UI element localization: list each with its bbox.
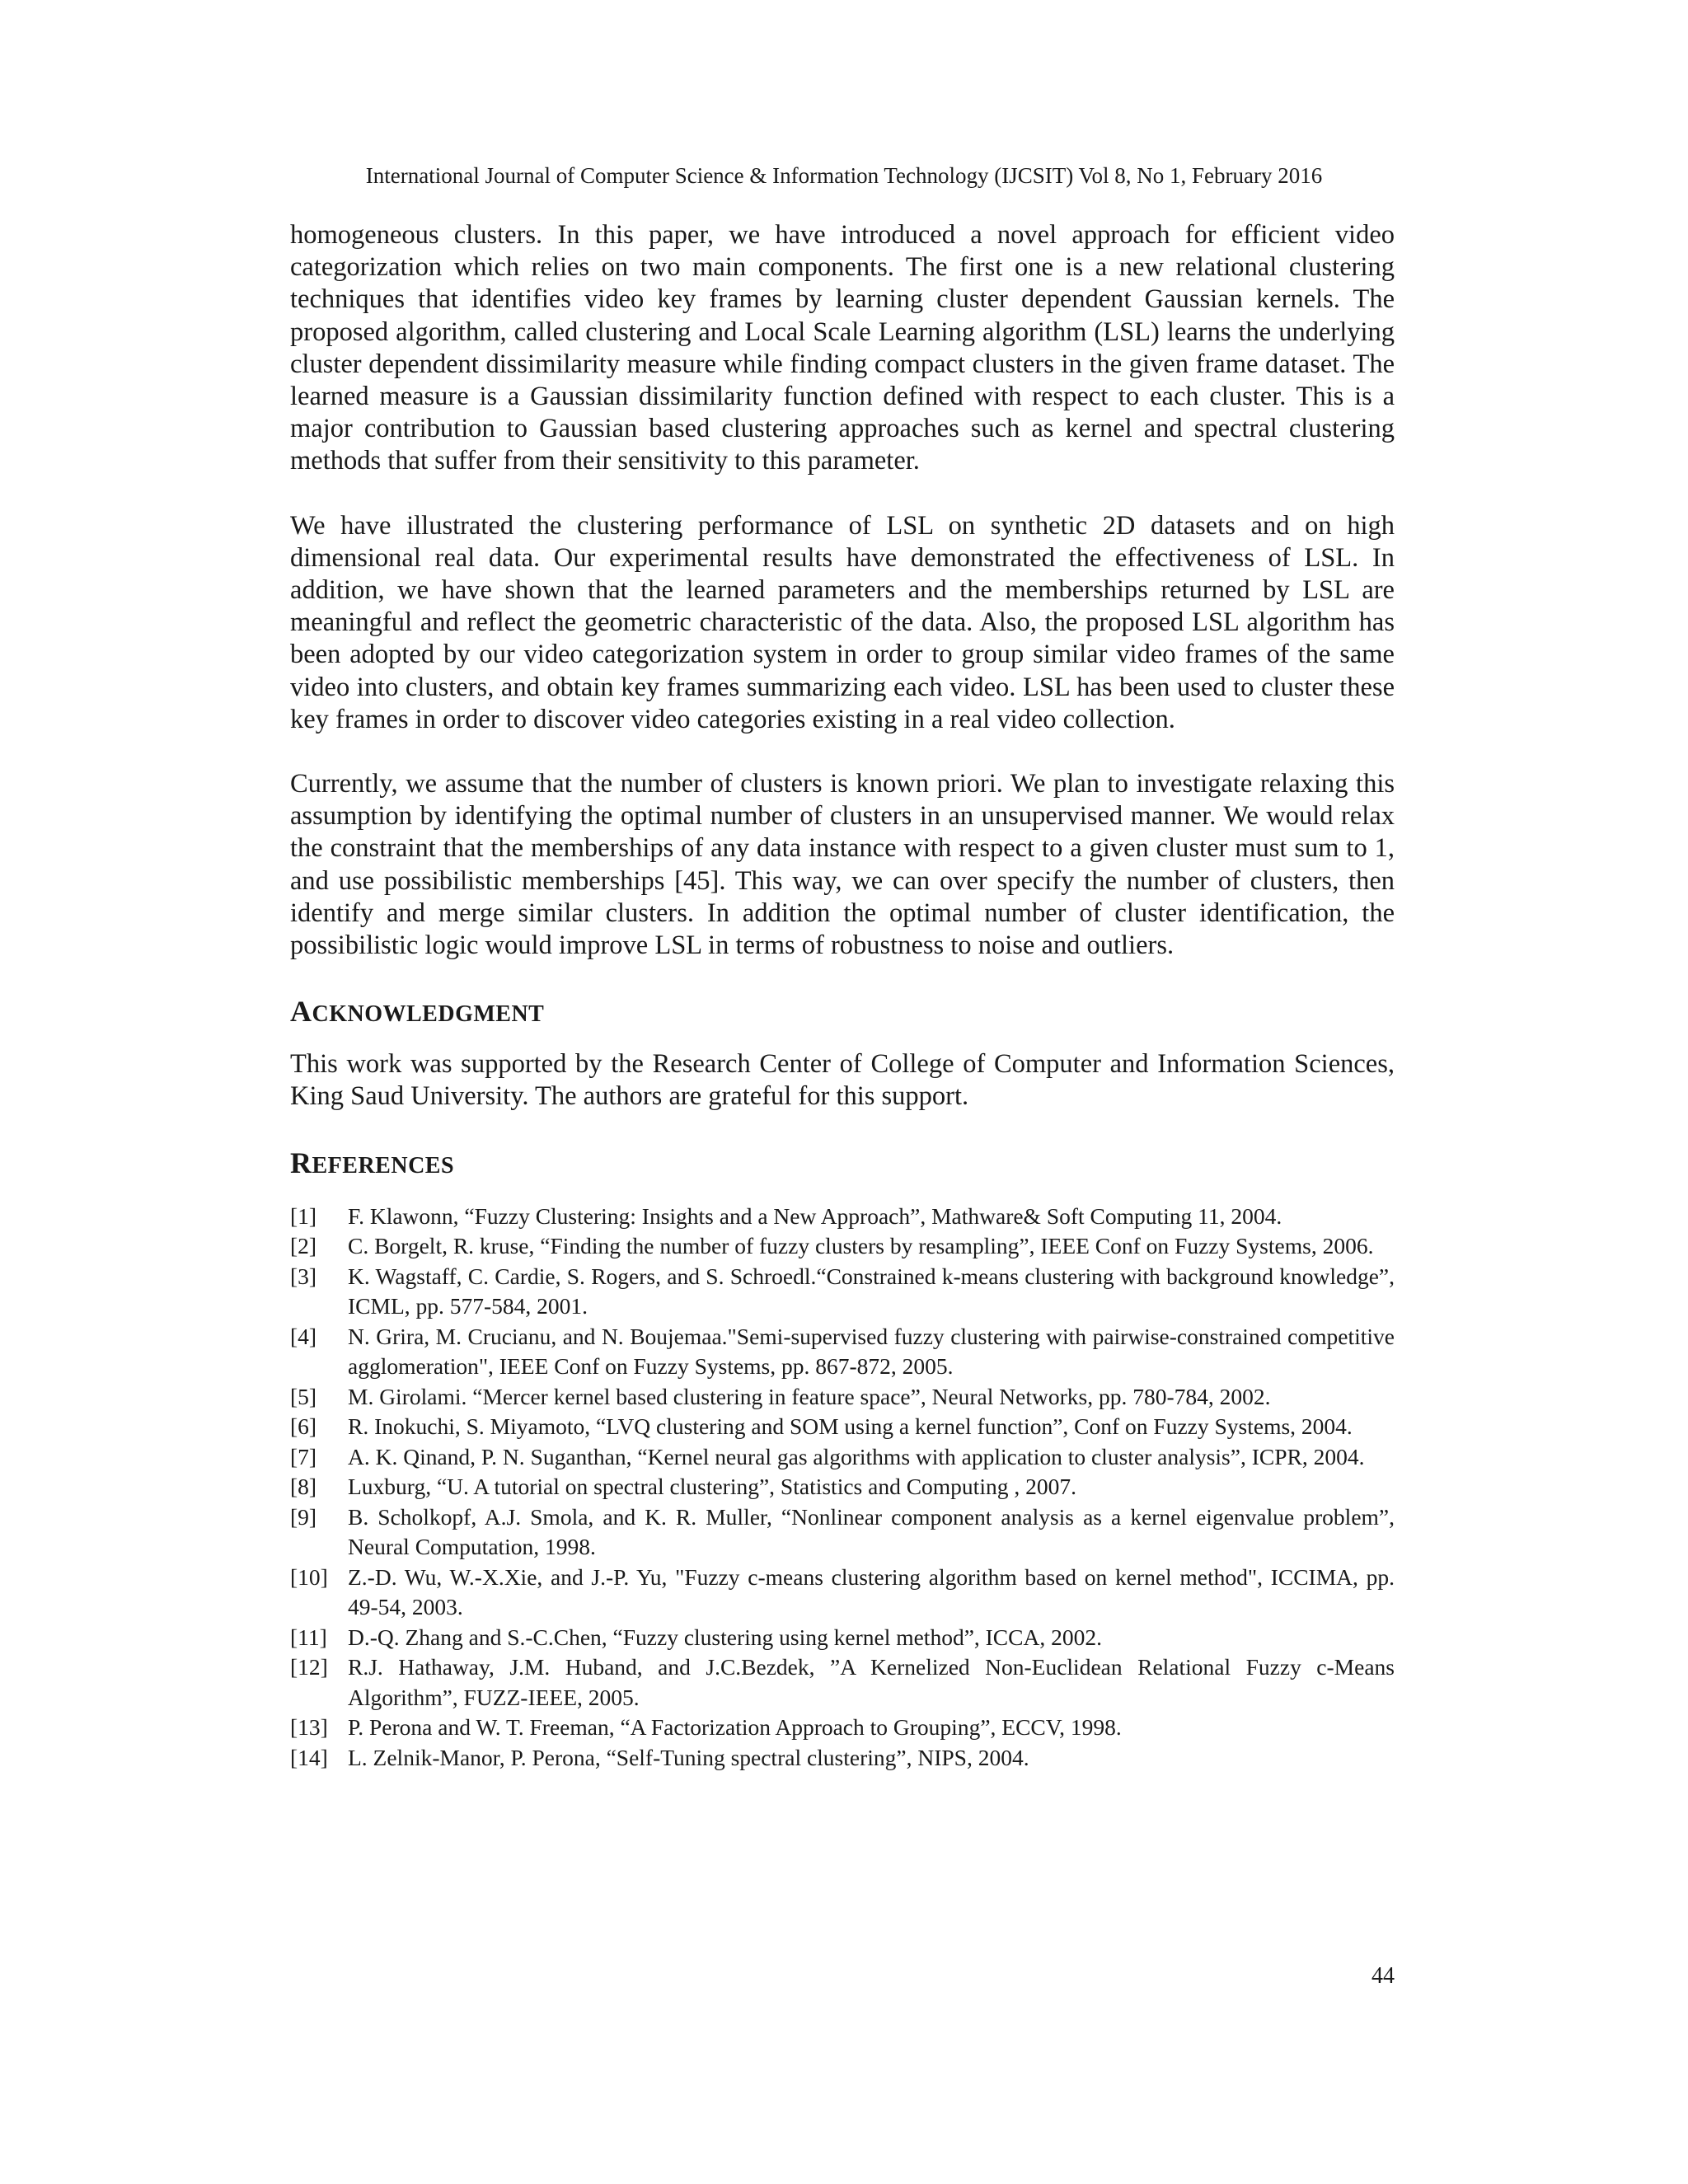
reference-number: [3] [290, 1263, 317, 1289]
reference-text: R. Inokuchi, S. Miyamoto, “LVQ clustering and SOM using a kernel function”, Conf on Fuzzy Systems, 2004. [348, 1413, 1353, 1440]
references-heading-initial: R [290, 1146, 312, 1179]
reference-text: N. Grira, M. Crucianu, and N. Boujemaa."Semi-supervised fuzzy clustering with pairwise-constrained competitive agglomeration", IEEE Conf on Fuzzy Systems, pp. 867-872, 2005. [348, 1323, 1395, 1380]
reference-item [290, 1563, 1395, 1623]
body-paragraph-1: homogeneous clusters. In this paper, we have introduced a novel approach for efficient video categorization which relies on two main components. The first one is a new relational clustering techniques that identifies video key frames by learning cluster dependent Gaussian kernels. The proposed algorithm, called clustering and Local Scale Learning algorithm (LSL) learns the underlying cluster dependent dissimilarity measure while finding compact clusters in the given frame dataset. The learned measure is a Gaussian dissimilarity function defined with respect to each cluster. This is a major contribution to Gaussian based clustering approaches such as kernel and spectral clustering methods that suffer from their sensitivity to this parameter. [290, 220, 1395, 476]
reference-number: [9] [290, 1503, 317, 1530]
reference-number: [5] [290, 1383, 317, 1409]
acknowledgment-heading [290, 994, 1395, 1032]
reference-text: C. Borgelt, R. kruse, “Finding the number of fuzzy clusters by resampling”, IEEE Conf on Fuzzy Systems, 2006. [348, 1233, 1374, 1259]
acknowledgment-heading-initial: A [290, 995, 312, 1029]
references-heading [290, 1146, 1395, 1183]
body-paragraph-2: We have illustrated the clustering performance of LSL on synthetic 2D datasets and on high dimensional real data. Our experimental results have demonstrated the effectiveness of LSL. In addition, we have shown that the learned parameters and the memberships returned by LSL are meaningful and reflect the geometric characteristic of the data. Also, the proposed LSL algorithm has been adopted by our video categorization system in order to group similar video frames of the same video into clusters, and obtain key frames summarizing each video. LSL has been used to cluster these key frames in order to discover video categories existing in a real video collection. [290, 510, 1395, 734]
acknowledgment-text: This work was supported by the Research Center of College of Computer and Information Sciences, King Saud University. The authors are grateful for this support. [290, 1049, 1395, 1112]
reference-item [290, 1322, 1395, 1382]
reference-item [290, 1412, 1395, 1442]
reference-number: [4] [290, 1323, 317, 1349]
reference-number: [12] [290, 1654, 328, 1680]
reference-number: [11] [290, 1624, 327, 1650]
reference-number: [6] [290, 1413, 317, 1440]
reference-number: [7] [290, 1443, 317, 1469]
reference-number: [13] [290, 1714, 328, 1741]
reference-number: [8] [290, 1474, 317, 1500]
reference-item [290, 1713, 1395, 1743]
reference-item [290, 1623, 1395, 1653]
reference-list [290, 1202, 1395, 1774]
reference-text: A. K. Qinand, P. N. Suganthan, “Kernel neural gas algorithms with application to cluster analysis”, ICPR, 2004. [348, 1443, 1365, 1469]
reference-item [290, 1382, 1395, 1413]
page-number: 44 [1372, 1963, 1395, 1989]
reference-number: [14] [290, 1744, 328, 1770]
reference-item [290, 1652, 1395, 1713]
reference-text: K. Wagstaff, C. Cardie, S. Rogers, and S. Schroedl.“Constrained k-means clustering with background knowledge”, ICML, pp. 577-584, 2001. [348, 1263, 1395, 1319]
reference-text: D.-Q. Zhang and S.-C.Chen, “Fuzzy clustering using kernel method”, ICCA, 2002. [348, 1624, 1102, 1650]
reference-text: M. Girolami. “Mercer kernel based clustering in feature space”, Neural Networks, pp. 780-784, 2002. [348, 1383, 1271, 1409]
reference-item [290, 1202, 1395, 1232]
reference-text: R.J. Hathaway, J.M. Huband, and J.C.Bezdek, ”A Kernelized Non-Euclidean Relational Fuzzy c-Means Algorithm”, FUZZ-IEEE, 2005. [348, 1654, 1395, 1710]
reference-text: F. Klawonn, “Fuzzy Clustering: Insights and a New Approach”, Mathware& Soft Computing 11, 2004. [348, 1202, 1282, 1229]
reference-item [290, 1502, 1395, 1563]
reference-number: [1] [290, 1202, 317, 1229]
reference-number: [2] [290, 1233, 317, 1259]
reference-item [290, 1743, 1395, 1774]
reference-text: L. Zelnik-Manor, P. Perona, “Self-Tuning spectral clustering”, NIPS, 2004. [348, 1744, 1029, 1770]
acknowledgment-heading-rest: CKNOWLEDGMENT [312, 1001, 545, 1028]
running-header: International Journal of Computer Science & Information Technology (IJCSIT) Vol 8, No 1, February 2016 [365, 163, 1323, 188]
reference-text: P. Perona and W. T. Freeman, “A Factorization Approach to Grouping”, ECCV, 1998. [348, 1714, 1122, 1741]
reference-text: B. Scholkopf, A.J. Smola, and K. R. Muller, “Nonlinear component analysis as a kernel eigenvalue problem”, Neural Computation, 1998. [348, 1503, 1395, 1560]
references-heading-rest: EFERENCES [312, 1152, 455, 1179]
page-content [290, 219, 1395, 1773]
reference-item [290, 1262, 1395, 1322]
body-paragraph-3: Currently, we assume that the number of clusters is known priori. We plan to investigate relaxing this assumption by identifying the optimal number of clusters in an unsupervised manner. We would relax the constraint that the memberships of any data instance with respect to a given cluster must sum to 1, and use possibilistic memberships [45]. This way, we can over specify the number of clusters, then identify and merge similar clusters. In addition the optimal number of cluster identification, the possibilistic logic would improve LSL in terms of robustness to noise and outliers. [290, 769, 1395, 961]
reference-item [290, 1231, 1395, 1262]
reference-text: Luxburg, “U. A tutorial on spectral clustering”, Statistics and Computing , 2007. [348, 1474, 1076, 1500]
reference-item [290, 1472, 1395, 1502]
reference-number: [10] [290, 1563, 328, 1590]
reference-item [290, 1442, 1395, 1473]
reference-text: Z.-D. Wu, W.-X.Xie, and J.-P. Yu, "Fuzzy c-means clustering algorithm based on kernel method", ICCIMA, pp. 49-54, 2003. [348, 1563, 1395, 1620]
